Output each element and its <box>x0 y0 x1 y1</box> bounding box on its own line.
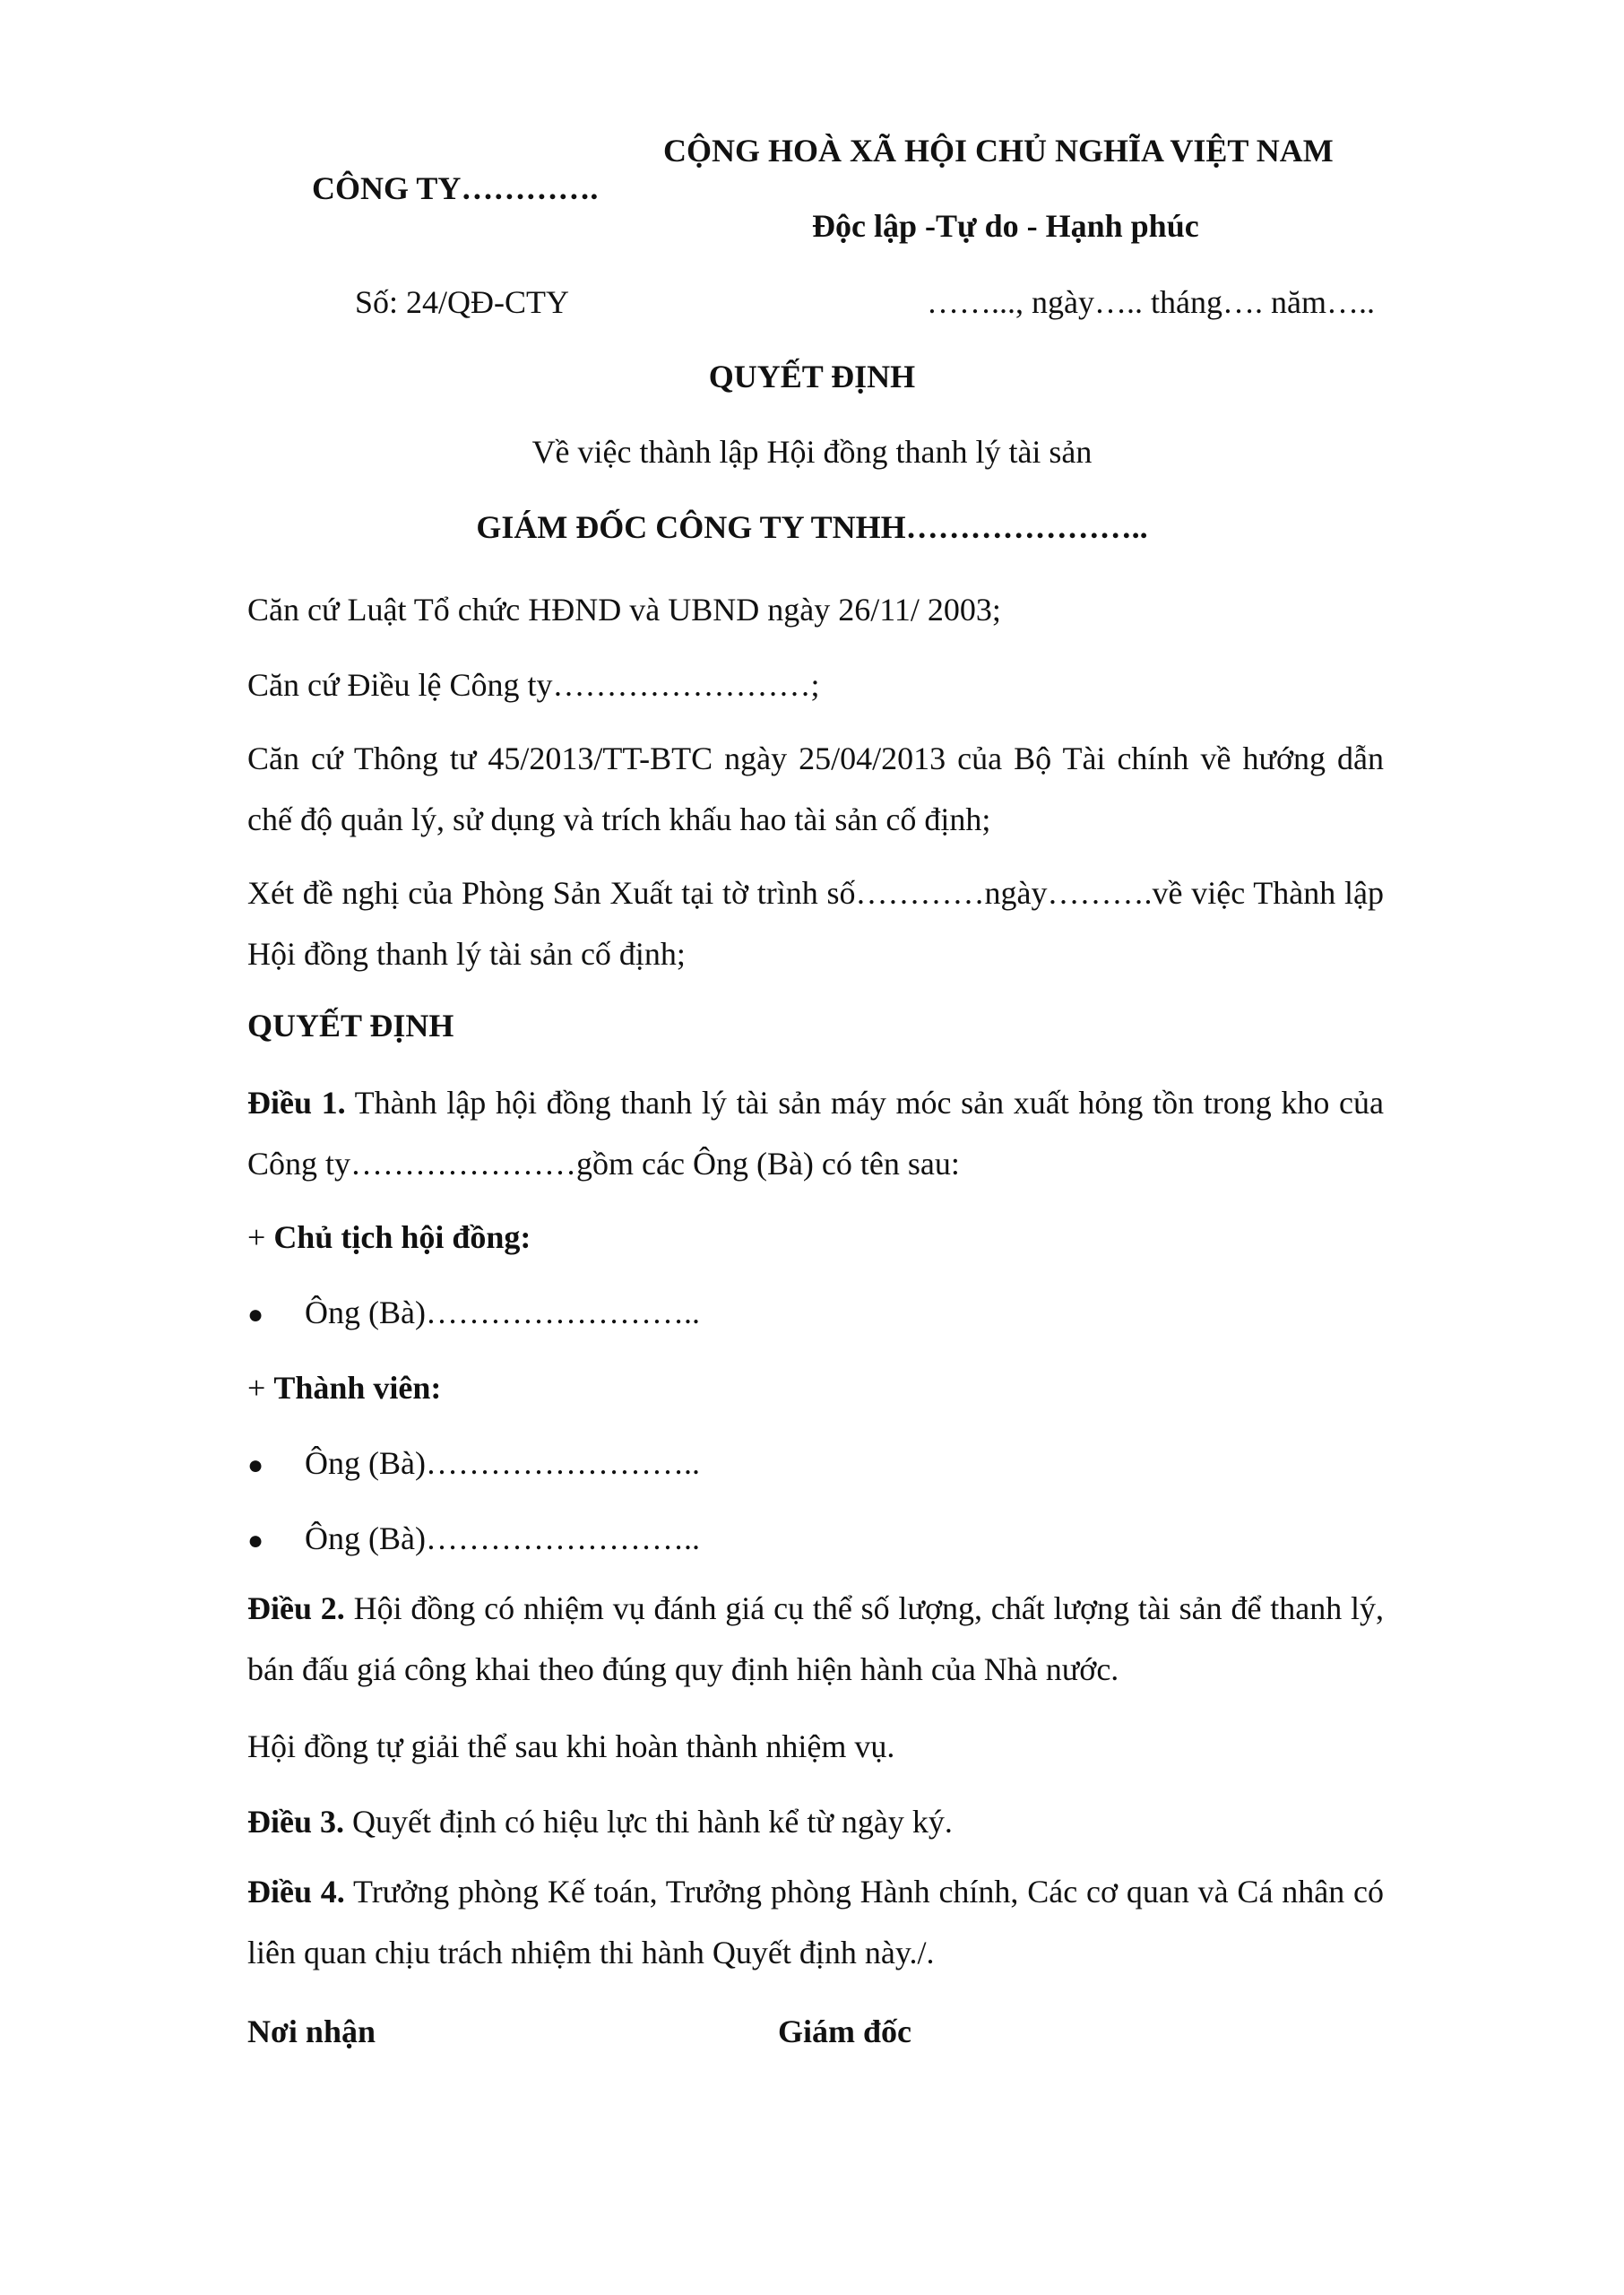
decision-heading: QUYẾT ĐỊNH <box>247 1008 454 1044</box>
document-subject: Về việc thành lập Hội đồng thanh lý tài sản <box>531 434 1093 470</box>
bullet-icon: ● <box>247 1300 264 1329</box>
members-label: Thành viên: <box>273 1370 442 1406</box>
member-item <box>247 1519 700 1561</box>
article-2-label: Điều 2. <box>247 1590 345 1626</box>
chairman-prefix: + <box>247 1219 274 1255</box>
article-2-text: Hội đồng có nhiệm vụ đánh giá cụ thể số lượng, chất lượng tài sản để thanh lý, bán đấu giá công khai theo đúng quy định hiện hành của Nhà nước. <box>247 1590 1384 1687</box>
article-1 <box>247 1072 1384 1194</box>
place-date: ……..., ngày….. tháng…. năm….. <box>927 284 1375 320</box>
chairman-name: Ông (Bà)…………………….. <box>305 1295 700 1330</box>
legal-basis-1: Căn cứ Luật Tổ chức HĐND và UBND ngày 26/11/ 2003; <box>247 592 1001 628</box>
chairman-label: Chủ tịch hội đồng: <box>273 1219 531 1255</box>
members-heading <box>247 1368 441 1407</box>
republic-title: CỘNG HOÀ XÃ HỘI CHỦ NGHĨA VIỆT NAM <box>663 133 1334 169</box>
article-2-note: Hội đồng tự giải thể sau khi hoàn thành nhiệm vụ. <box>247 1728 895 1764</box>
article-4-text: Trưởng phòng Kế toán, Trưởng phòng Hành chính, Các cơ quan và Cá nhân có liên quan chịu trách nhiệm thi hành Quyết định này./. <box>247 1874 1384 1970</box>
article-1-text: Thành lập hội đồng thanh lý tài sản máy móc sản xuất hỏng tồn trong kho của Công ty…………………gồm các Ông (Bà) có tên sau: <box>247 1085 1385 1182</box>
article-3-label: Điều 3. <box>247 1804 344 1840</box>
legal-basis-2: Căn cứ Điều lệ Công ty……………………; <box>247 667 820 703</box>
member-item <box>247 1443 700 1485</box>
legal-basis-3: Căn cứ Thông tư 45/2013/TT-BTC ngày 25/04/2013 của Bộ Tài chính về hướng dẫn chế độ quản lý, sử dụng và trích khấu hao tài sản cố định; <box>247 740 1384 837</box>
issuing-authority: GIÁM ĐỐC CÔNG TY TNHH………………….. <box>476 509 1148 545</box>
legal-basis-4: Xét đề nghị của Phòng Sản Xuất tại tờ trình số…………ngày……….về việc Thành lập Hội đồng thanh lý tài sản cố định; <box>247 875 1384 972</box>
bullet-icon: ● <box>247 1526 264 1555</box>
chairman-item <box>247 1293 700 1335</box>
bullet-icon: ● <box>247 1451 264 1480</box>
members-prefix: + <box>247 1370 274 1406</box>
article-4 <box>247 1861 1384 1983</box>
member-name: Ông (Bà)…………………….. <box>305 1445 700 1481</box>
company-name: CÔNG TY…………. <box>312 170 599 206</box>
recipients-label: Nơi nhận <box>247 2014 376 2049</box>
article-2 <box>247 1578 1384 1700</box>
article-3 <box>247 1802 953 1841</box>
member-name: Ông (Bà)…………………….. <box>305 1520 700 1556</box>
signer-title: Giám đốc <box>778 2014 911 2049</box>
article-4-label: Điều 4. <box>247 1874 345 1910</box>
document-title: QUYẾT ĐỊNH <box>708 359 916 394</box>
article-1-label: Điều 1. <box>247 1085 346 1121</box>
national-motto: Độc lập -Tự do - Hạnh phúc <box>812 208 1199 244</box>
chairman-heading <box>247 1217 531 1257</box>
article-3-text: Quyết định có hiệu lực thi hành kể từ ngày ký. <box>344 1804 953 1840</box>
document-number: Số: 24/QĐ-CTY <box>355 284 570 320</box>
